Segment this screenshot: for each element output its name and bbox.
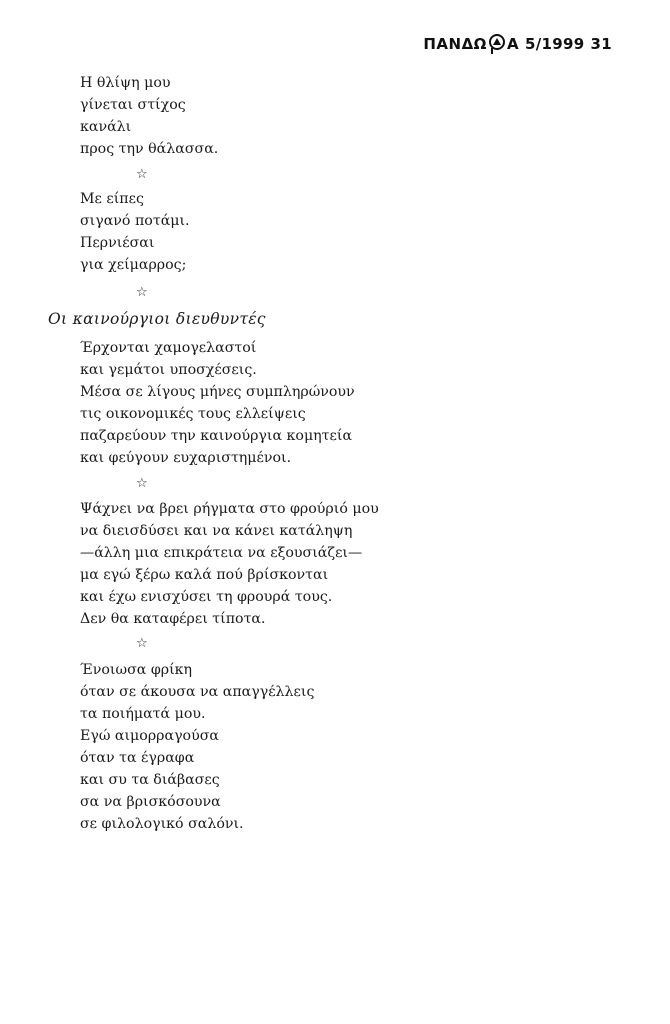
poem-line: γίνεται στίχος	[80, 97, 186, 113]
poem-line: και συ τα διάβασες	[80, 772, 220, 788]
poem-line: —άλλη μια επικράτεια να εξουσιάζει—	[80, 545, 363, 561]
poem-line: Με είπες	[80, 191, 144, 207]
magazine-logo	[423, 34, 519, 54]
poem-line: όταν σε άκουσα να απαγγέλλεις	[80, 684, 315, 700]
page-number: 31	[590, 35, 612, 53]
logo-text-left: ΠΑΝΔΩ	[423, 35, 487, 53]
poem-line: για χείμαρρος;	[80, 257, 187, 273]
poem-line: σα να βρισκόσουνα	[80, 794, 221, 810]
star-divider-icon: ☆	[136, 167, 148, 182]
poem-line: τα ποιήματά μου.	[80, 706, 206, 722]
poem-line: παζαρεύουν την καινούργια κομητεία	[80, 428, 353, 444]
poem-line: προς την θάλασσα.	[80, 141, 219, 157]
star-divider-icon: ☆	[136, 636, 148, 651]
page-header	[423, 34, 612, 54]
logo-text-right: Α	[506, 35, 520, 53]
poem-line: μα εγώ ξέρω καλά πού βρίσκονται	[80, 567, 329, 583]
poem-line: κανάλι	[80, 119, 132, 135]
poem-line: Ψάχνει να βρει ρήγματα στο φρούριό μου	[80, 501, 379, 517]
poem-line: και φεύγουν ευχαριστημένοι.	[80, 450, 292, 466]
section-title: Οι καινούργιοι διευθυντές	[48, 310, 266, 328]
star-divider-icon: ☆	[136, 476, 148, 491]
poem-line: Ένοιωσα φρίκη	[80, 662, 193, 678]
poem-line: να διεισδύσει και να κάνει κατάληψη	[80, 523, 353, 539]
stanza-1	[80, 72, 218, 160]
stanza-5	[80, 659, 314, 835]
poem-line: Περνιέσαι	[80, 235, 155, 251]
poem-line: Έρχονται χαμογελαστοί	[80, 340, 257, 356]
stanza-4	[80, 498, 379, 630]
poem-line: Δεν θα καταφέρει τίποτα.	[80, 611, 266, 627]
poem-line: τις οικονομικές τους ελλείψεις	[80, 406, 306, 422]
poem-line: και έχω ενισχύσει τη φρουρά τους.	[80, 589, 333, 605]
poem-line: σε φιλολογικό σαλόνι.	[80, 816, 244, 832]
stanza-2	[80, 188, 190, 276]
poem-line: Μέσα σε λίγους μήνες συμπληρώνουν	[80, 384, 355, 400]
poem-line: σιγανό ποτάμι.	[80, 213, 190, 229]
logo-emblem-icon	[488, 34, 506, 54]
star-divider-icon: ☆	[136, 285, 148, 300]
stanza-3	[80, 337, 355, 469]
issue-date: 5/1999	[525, 35, 585, 53]
poem-line: όταν τα έγραφα	[80, 750, 195, 766]
poem-line: Εγώ αιμορραγούσα	[80, 728, 219, 744]
poem-line: Η θλίψη μου	[80, 75, 171, 91]
poem-line: και γεμάτοι υποσχέσεις.	[80, 362, 257, 378]
